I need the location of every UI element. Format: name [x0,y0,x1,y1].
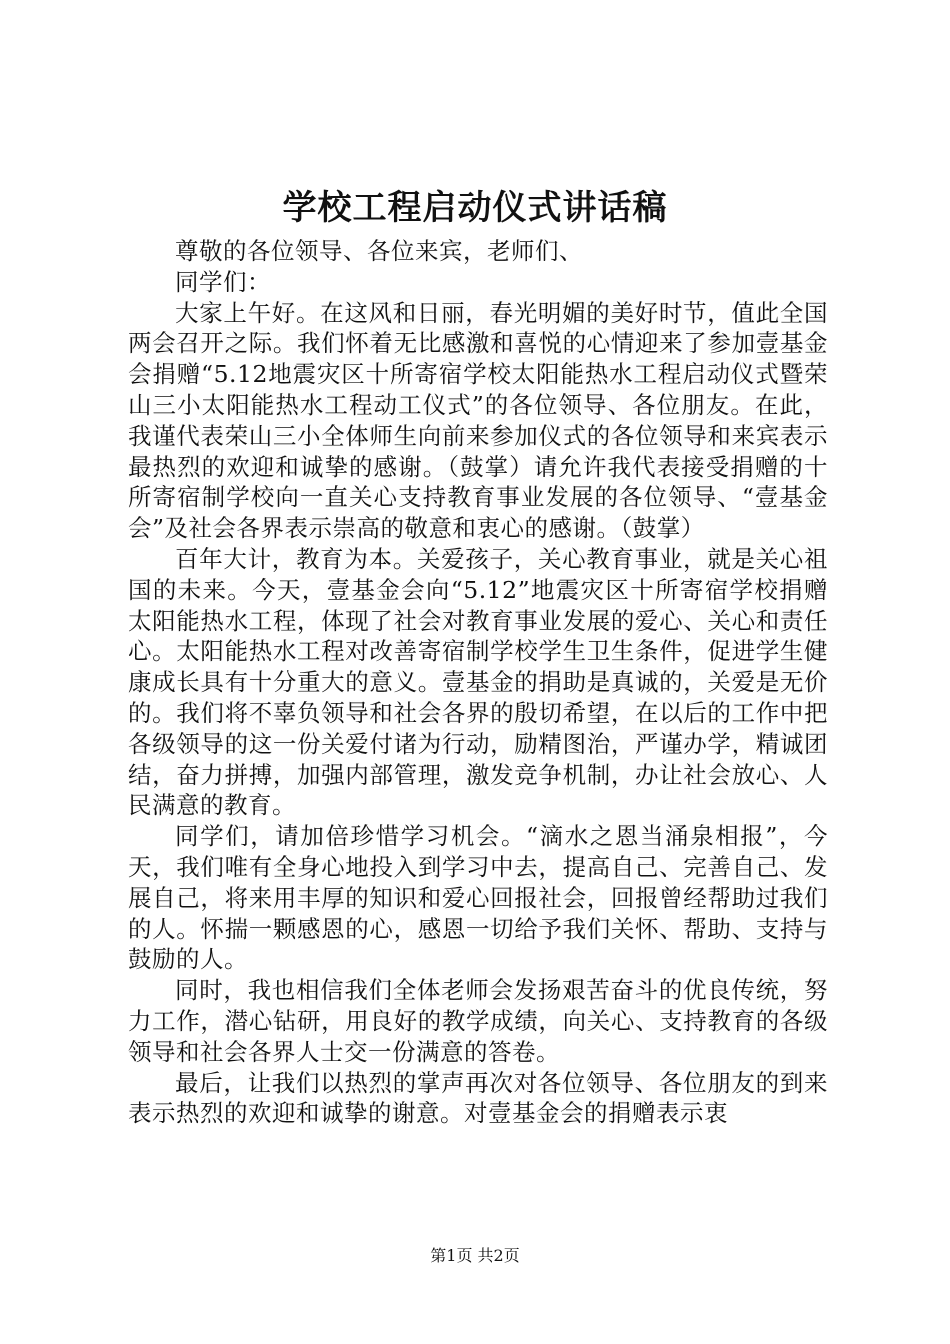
page-indicator: 第1页 共2页 [430,1246,520,1265]
document-title: 学校工程启动仪式讲话稿 [282,188,668,228]
paragraph: 百年大计，教育为本。关爱孩子，关心教育事业，就是关心祖国的未来。今天，壹基金会向“5.12”地震灾区十所寄宿学校捐赠太阳能热水工程，体现了社会对教育事业发展的爱心、关心和责任心。太阳能热水工程对改善寄宿制学校学生卫生条件，促进学生健康成长具有十分重大的意义。壹基金的捐助是真诚的，关爱是无价的。我们将不辜负领导和社会各界的殷切希望，在以后的工作中把各级领导的这一份关爱付诸为行动，励精图治，严谨办学，精诚团结，奋力拼搏，加强内部管理，激发竞争机制，办让社会放心、人民满意的教育。 [128,544,828,820]
paragraph: 同学们，请加倍珍惜学习机会。“滴水之恩当涌泉相报”，今天，我们唯有全身心地投入到学习中去，提高自己、完善自己、发展自己，将来用丰厚的知识和爱心回报社会，回报曾经帮助过我们的人。怀揣一颗感恩的心，感恩一切给予我们关怀、帮助、支持与鼓励的人。 [128,822,828,974]
document-body [128,236,828,1129]
salutation-line-2: 同学们： [175,267,271,296]
paragraph: 同时，我也相信我们全体老师会发扬艰苦奋斗的优良传统，努力工作，潜心钻研，用良好的教学成绩，向关心、支持教育的各级领导和社会各界人士交一份满意的答卷。 [128,976,828,1066]
paragraph: 大家上午好。在这风和日丽，春光明媚的美好时节，值此全国两会召开之际。我们怀着无比感激和喜悦的心情迎来了参加壹基金会捐赠“5.12地震灾区十所寄宿学校太阳能热水工程启动仪式暨荣山三小太阳能热水工程动工仪式”的各位领导、各位朋友。在此，我谨代表荣山三小全体师生向前来参加仪式的各位领导和来宾表示最热烈的欢迎和诚挚的感谢。（鼓掌）请允许我代表接受捐赠的十所寄宿制学校向一直关心支持教育事业发展的各位领导、“壹基金会”及社会各界表示崇高的敬意和衷心的感谢。（鼓掌） [128,298,828,543]
salutation-line-1: 尊敬的各位领导、各位来宾，老师们、 [175,237,583,265]
paragraph: 最后，让我们以热烈的掌声再次对各位领导、各位朋友的到来表示热烈的欢迎和诚挚的谢意。对壹基金会的捐赠表示衷 [128,1068,828,1128]
